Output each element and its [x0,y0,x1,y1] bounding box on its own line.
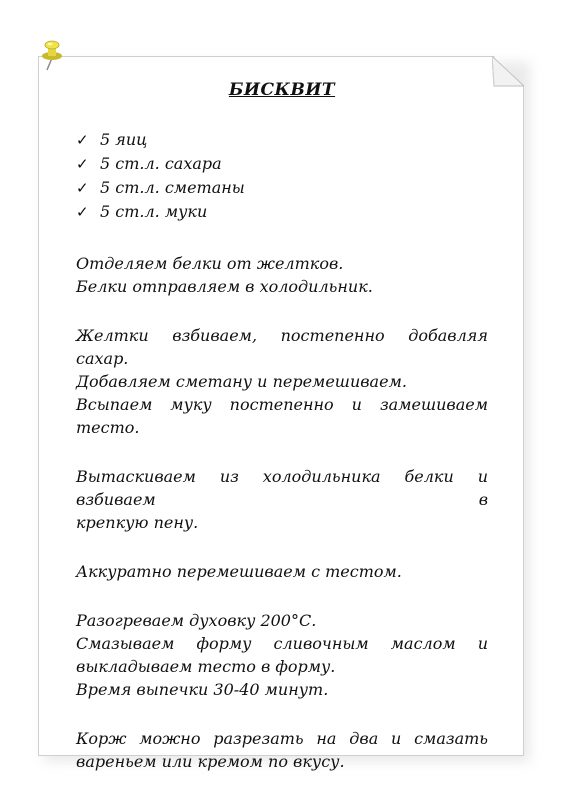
list-item [76,128,488,152]
step-line: Аккуратно перемешиваем с тестом. [76,562,402,581]
ingredient-label: 5 ст.л. сметаны [100,178,245,197]
pushpin-icon [38,38,66,72]
step-line: вареньем или кремом по вкусу. [76,752,345,771]
ingredient-label: 5 ст.л. муки [100,202,208,221]
check-mark-icon: ✓ [76,179,89,197]
step-line: Желтки взбиваем, постепенно добавляя сахар. [76,326,488,368]
check-mark-icon: ✓ [76,203,89,221]
step-paragraph-serve [76,727,488,773]
step-line: Время выпечки 30-40 минут. [76,680,329,699]
list-item [76,176,488,200]
step-line: Смазываем форму сливочным маслом и [76,634,488,653]
step-line: Вытаскиваем из холодильника белки и взбиваем в [76,467,488,509]
step-line: Добавляем сметану и перемешиваем. [76,372,407,391]
page-curl-corner [492,56,524,88]
ingredient-label: 5 яиц [100,130,148,149]
step-line: выкладываем тесто в форму. [76,657,336,676]
recipe-title: БИСКВИТ [228,80,336,100]
step-paragraph-mix [76,560,488,583]
check-mark-icon: ✓ [76,131,89,149]
step-line: Отделяем белки от желтков. [76,254,344,273]
ingredient-list [76,128,488,224]
ingredient-label: 5 ст.л. сахара [100,154,222,173]
step-paragraph-separate [76,252,488,298]
step-line: Корж можно разрезать на два и смазать [76,729,488,748]
list-item [76,200,488,224]
step-line: крепкую пену. [76,513,199,532]
step-line: Разогреваем духовку 200°С. [76,611,317,630]
step-line: Белки отправляем в холодильник. [76,277,373,296]
step-paragraph-whites [76,465,488,534]
recipe-content [76,80,488,799]
list-item [76,152,488,176]
step-paragraph-yolks [76,324,488,439]
step-line: Всыпаем муку постепенно и замешиваем тесто. [76,395,488,437]
step-paragraph-bake [76,609,488,701]
check-mark-icon: ✓ [76,155,89,173]
